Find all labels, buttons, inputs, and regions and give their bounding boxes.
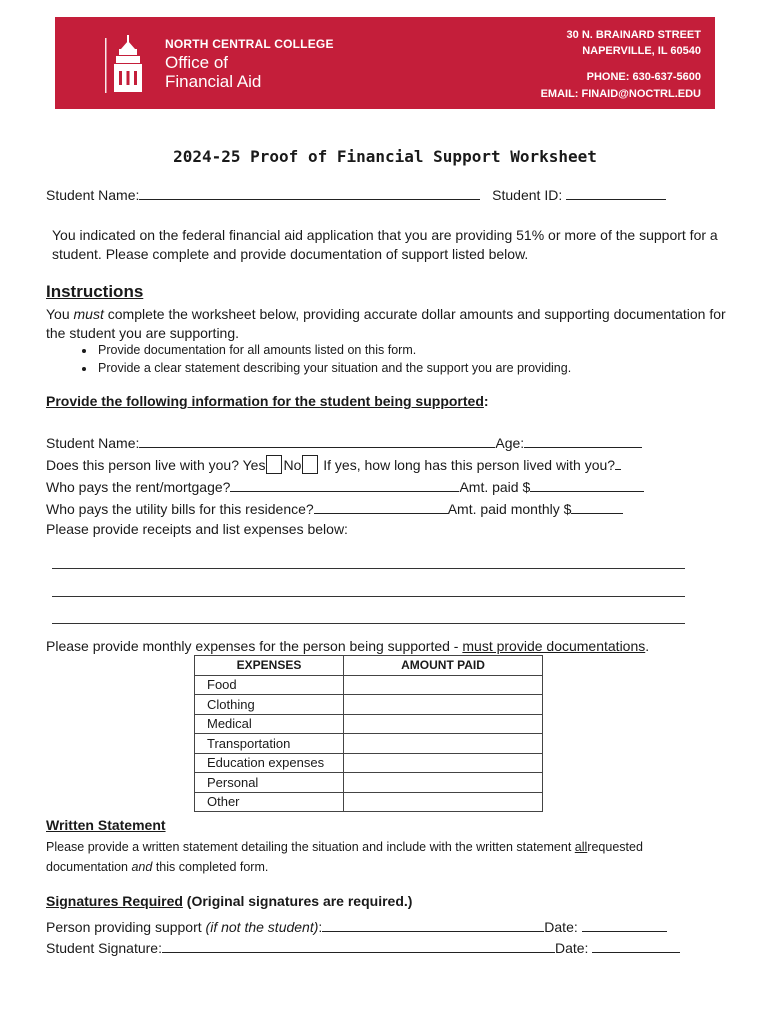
support-signature-colon: : (318, 919, 323, 935)
college-name: NORTH CENTRAL COLLEGE (165, 37, 334, 51)
amount-cell[interactable] (344, 695, 543, 715)
amount-cell[interactable] (344, 675, 543, 695)
address-line-1: 30 N. BRAINARD STREET (566, 29, 701, 41)
expense-write-line[interactable] (52, 623, 685, 624)
instructions-bullets (76, 342, 571, 377)
amount-cell[interactable] (344, 773, 543, 793)
how-long-question: If yes, how long has this person lived with you? (323, 457, 616, 473)
student-signature-line (46, 938, 680, 956)
student-id-label: Student ID: (492, 187, 563, 203)
amount-cell[interactable] (344, 753, 543, 773)
support-date-field[interactable] (582, 917, 667, 932)
monthly-text-underlined: must provide documentations (462, 638, 646, 654)
written-text-2: requested documentation (46, 840, 643, 874)
address-block (567, 27, 701, 59)
live-with-question: Does this person live with you? Yes (46, 457, 266, 473)
supported-name-field[interactable] (139, 433, 495, 448)
amount-cell[interactable] (344, 792, 543, 812)
date-label: Date: (554, 940, 589, 956)
amount-column-header: AMOUNT PAID (344, 656, 543, 676)
header-banner (55, 17, 715, 109)
monthly-text-2: . (645, 638, 650, 654)
amount-cell[interactable] (344, 734, 543, 754)
age-field[interactable] (524, 433, 642, 448)
expense-write-line[interactable] (52, 568, 685, 569)
expense-name: Other (195, 792, 344, 812)
signatures-heading-wrap (46, 893, 412, 909)
table-row (195, 675, 543, 695)
supported-name-line (46, 433, 642, 451)
instructions-text-1: You (46, 306, 74, 322)
rent-payer-field[interactable] (230, 477, 459, 492)
student-name-field[interactable] (139, 185, 480, 200)
table-row (195, 773, 543, 793)
how-long-field[interactable] (615, 455, 621, 470)
expense-write-line[interactable] (52, 596, 685, 597)
instructions-text-2: complete the worksheet below, providing accurate dollar amounts and supporting documentation for the student you are supporting. (46, 306, 726, 341)
expense-name: Medical (195, 714, 344, 734)
written-text-underlined: all (574, 840, 588, 854)
receipts-line: Please provide receipts and list expenses below: (46, 521, 348, 537)
date-label: Date: (544, 919, 578, 935)
expense-name: Transportation (195, 734, 344, 754)
support-signature-label: Person providing support (46, 919, 206, 935)
supported-heading-wrap (46, 393, 489, 409)
address-line-2: NAPERVILLE, IL 60540 (582, 45, 701, 57)
table-row (195, 695, 543, 715)
college-tower-logo (105, 35, 151, 93)
page-title: 2024-25 Proof of Financial Support Worksheet (173, 147, 597, 166)
amount-cell[interactable] (344, 714, 543, 734)
written-statement-heading: Written Statement (46, 817, 166, 833)
utility-payer-field[interactable] (314, 499, 448, 514)
age-label: Age: (495, 435, 525, 451)
support-signature-field[interactable] (322, 917, 544, 932)
student-signature-field[interactable] (162, 938, 555, 953)
signatures-heading: Signatures Required (46, 893, 183, 909)
expenses-table (194, 655, 543, 812)
instructions-heading: Instructions (46, 282, 144, 301)
phone-text: PHONE: 630-637-5600 (586, 71, 701, 83)
support-signature-line (46, 917, 667, 935)
no-label: No (283, 457, 302, 473)
bullet-item: • Provide documentation for all amounts listed on this form. (96, 342, 571, 360)
student-id-field[interactable] (566, 185, 666, 200)
intro-paragraph: You indicated on the federal financial aid application that you are providing 51% or more of the support for a student. Please complete and provide documentation of support listed below. (52, 227, 718, 262)
bullet-item: • Provide a clear statement describing your situation and the support you are providing. (96, 360, 571, 378)
supported-heading-colon: : (483, 393, 489, 409)
expense-name: Personal (195, 773, 344, 793)
signatures-note: (Original signatures are required.) (182, 893, 413, 909)
student-date-field[interactable] (592, 938, 680, 953)
contact-block (541, 69, 701, 103)
table-header-row (195, 656, 543, 676)
instructions-emphasis: must (73, 306, 104, 322)
instructions-body (46, 305, 726, 343)
support-signature-emphasis: (if not the student) (205, 919, 319, 935)
rent-line (46, 477, 644, 495)
table-row (195, 714, 543, 734)
written-statement-text (46, 837, 726, 877)
expenses-column-header: EXPENSES (195, 656, 344, 676)
rent-question: Who pays the rent/mortgage? (46, 479, 231, 495)
student-info-line (46, 185, 666, 203)
table-row (195, 734, 543, 754)
supported-heading: Provide the following information for the student being supported (46, 393, 484, 409)
monthly-expenses-note (46, 638, 649, 654)
expense-name: Food (195, 675, 344, 695)
utility-amount-field[interactable] (571, 499, 623, 514)
student-name-label: Student Name: (46, 187, 140, 203)
written-text-3: this completed form. (152, 860, 269, 874)
email-text: EMAIL: FINAID@NOCTRL.EDU (540, 88, 701, 100)
table-row (195, 792, 543, 812)
office-name (165, 53, 261, 91)
yes-checkbox[interactable] (266, 455, 282, 474)
expense-name: Education expenses (195, 753, 344, 773)
monthly-text-1: Please provide monthly expenses for the person being supported - (46, 638, 463, 654)
expense-name: Clothing (195, 695, 344, 715)
supported-name-label: Student Name: (46, 435, 140, 451)
amt-paid-monthly-label: Amt. paid monthly $ (447, 501, 572, 517)
office-line-2: Financial Aid (165, 72, 262, 91)
office-line-1: Office of (165, 53, 228, 72)
amt-paid-label: Amt. paid $ (459, 479, 531, 495)
utility-question: Who pays the utility bills for this residence? (46, 501, 314, 517)
rent-amount-field[interactable] (530, 477, 644, 492)
no-checkbox[interactable] (302, 455, 318, 474)
table-row (195, 753, 543, 773)
student-signature-label: Student Signature: (46, 940, 162, 956)
live-with-line (46, 455, 621, 474)
utility-line (46, 499, 623, 517)
written-text-1: Please provide a written statement detailing the situation and include with the written statement (46, 840, 575, 854)
written-text-emphasis: and (131, 860, 153, 874)
